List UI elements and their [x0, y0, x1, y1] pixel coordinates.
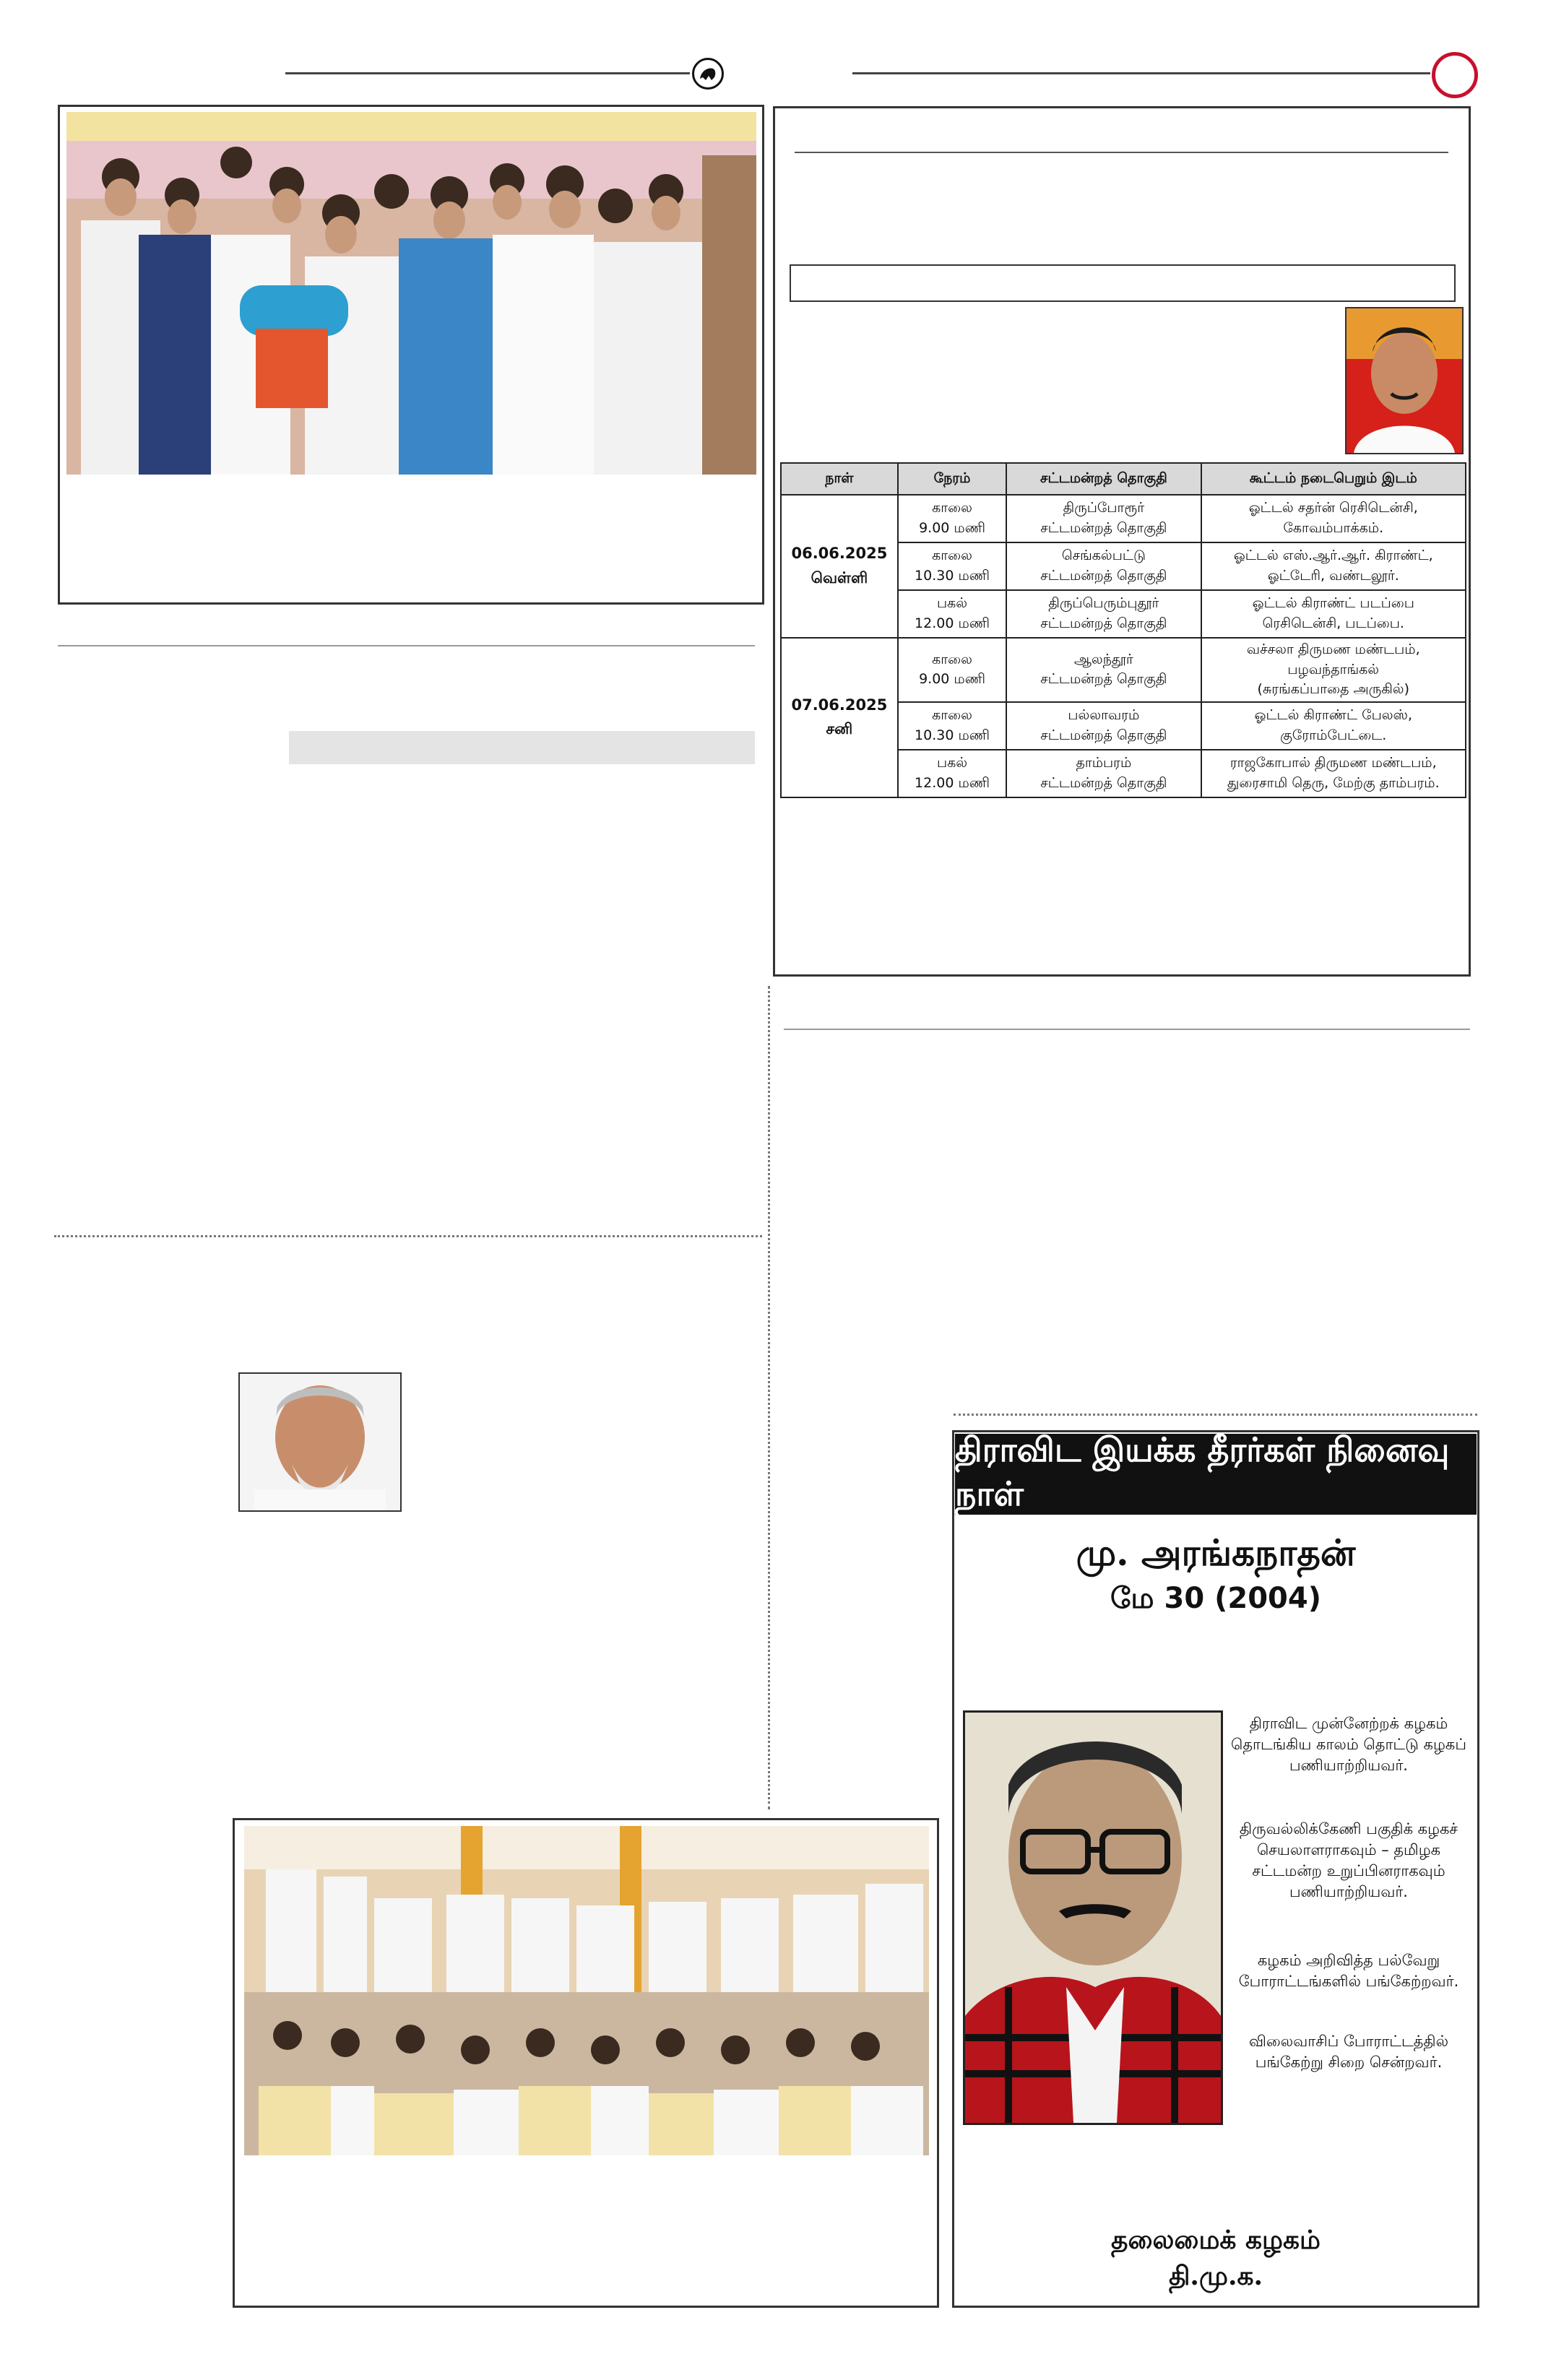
memorial-date: மே 30 (2004): [1110, 1582, 1321, 1615]
venue-cell: [1201, 638, 1466, 702]
memorial-heading: திராவிட இயக்க தீரர்கள் நினைவு நாள்: [955, 1434, 1477, 1515]
meeting-schedule-table: [780, 462, 1466, 798]
portrait-leader-right: [1345, 307, 1464, 454]
schedule-rule: [795, 152, 1448, 153]
constituency-suffix: சட்டமன்றத் தொகுதி: [1040, 727, 1167, 743]
table-row: [781, 495, 1466, 542]
day-value: சனி: [826, 720, 853, 738]
constituency-cell: [1006, 542, 1201, 590]
constituency-cell: [1006, 590, 1201, 638]
time-label: காலை: [932, 651, 972, 667]
venue-line: ஓட்டேரி, வண்டலூர்.: [1267, 568, 1399, 584]
meeting-photo: [244, 1826, 929, 2155]
constituency-suffix: சட்டமன்றத் தொகுதி: [1040, 671, 1167, 688]
time-cell: [898, 750, 1006, 797]
venue-line: வச்சலா திருமண மண்டபம்,: [1246, 641, 1420, 657]
column-header-time: நேரம்: [898, 463, 1006, 495]
event-photo: [66, 112, 756, 475]
constituency-suffix: சட்டமன்றத் தொகுதி: [1040, 520, 1167, 536]
venue-line: ராஜகோபால் திருமண மண்டபம்,: [1229, 755, 1437, 771]
date-cell: [781, 495, 898, 638]
memorial-name: மு. அரங்கநாதன்: [1076, 1531, 1356, 1574]
dotted-rule-right: [954, 1414, 1477, 1416]
time-label: காலை: [932, 548, 972, 564]
memorial-signature-1: தலைமைக் கழகம்: [1111, 2225, 1321, 2255]
section-rule: [58, 645, 755, 646]
time-label: காலை: [932, 500, 972, 516]
gray-band: [289, 731, 755, 764]
date-cell: [781, 638, 898, 797]
venue-line: குரோம்பேட்டை.: [1280, 727, 1387, 743]
constituency-name: ஆலந்தூர்: [1073, 651, 1133, 667]
time-value: 12.00 மணி: [915, 615, 990, 631]
time-cell: [898, 638, 1006, 702]
venue-line: ஓட்டல் கிராண்ட் படப்பை: [1252, 595, 1414, 612]
venue-line: பழவந்தாங்கல்: [1287, 661, 1380, 678]
time-cell: [898, 542, 1006, 590]
memorial-signature-2: தி.மு.க.: [1168, 2261, 1263, 2291]
memorial-paragraph-3: கழகம் அறிவித்த பல்வேறு போராட்டங்களில் பங்கேற்றவர்.: [1238, 1952, 1459, 1990]
time-label: பகல்: [936, 755, 968, 771]
venue-line: கோவம்பாக்கம்.: [1283, 520, 1384, 536]
column-divider: [768, 986, 770, 1809]
time-value: 9.00 மணி: [919, 520, 985, 536]
constituency-name: திருப்போரூர்: [1063, 500, 1145, 516]
constituency-suffix: சட்டமன்றத் தொகுதி: [1040, 568, 1167, 584]
memorial-paragraph-4: விலைவாசிப் போராட்டத்தில் பங்கேற்று சிறை சென்றவர்.: [1248, 2033, 1449, 2071]
time-cell: [898, 590, 1006, 638]
section-rule-right: [784, 1029, 1470, 1030]
constituency-name: தாம்பரம்: [1076, 755, 1132, 771]
time-cell: [898, 702, 1006, 750]
venue-line: (சுரங்கப்பாதை அருகில்): [1257, 681, 1409, 698]
venue-cell: [1201, 590, 1466, 638]
day-value: வெள்ளி: [811, 569, 868, 587]
memorial-paragraph-1: திராவிட முன்னேற்றக் கழகம் தொடங்கிய காலம் தொட்டு கழகப் பணியாற்றியவர்.: [1231, 1715, 1466, 1774]
venue-line: ஓட்டல் சதர்ன் ரெசிடென்சி,: [1248, 500, 1418, 516]
schedule-title-band: [790, 264, 1456, 302]
constituency-name: பல்லாவரம்: [1068, 707, 1140, 724]
constituency-cell: [1006, 750, 1201, 797]
venue-cell: [1201, 702, 1466, 750]
column-header-venue: கூட்டம் நடைபெறும் இடம்: [1201, 463, 1466, 495]
time-label: காலை: [932, 707, 972, 724]
venue-line: ஓட்டல் எஸ்.ஆர்.ஆர். கிராண்ட்,: [1233, 548, 1433, 564]
dotted-rule-left: [54, 1235, 762, 1237]
constituency-cell: [1006, 702, 1201, 750]
page-circle-icon: [1432, 52, 1478, 98]
memorial-portrait: [963, 1710, 1223, 2125]
constituency-name: திருப்பெரும்புதூர்: [1048, 595, 1159, 612]
time-cell: [898, 495, 1006, 542]
venue-cell: [1201, 750, 1466, 797]
venue-cell: [1201, 495, 1466, 542]
table-row: [781, 638, 1466, 702]
date-value: 07.06.2025: [791, 696, 888, 714]
venue-line: துரைசாமி தெரு, மேற்கு தாம்பரம்.: [1227, 774, 1440, 791]
venue-line: ஓட்டல் கிராண்ட் பேலஸ்,: [1254, 707, 1412, 724]
party-emblem-icon: [692, 58, 724, 90]
constituency-suffix: சட்டமன்றத் தொகுதி: [1040, 615, 1167, 631]
time-value: 10.30 மணி: [915, 727, 990, 743]
time-value: 9.00 மணி: [919, 671, 985, 688]
constituency-cell: [1006, 638, 1201, 702]
time-value: 10.30 மணி: [915, 568, 990, 584]
header-rule-right: [852, 72, 1430, 74]
memorial-paragraph-2: திருவல்லிக்கேணி பகுதிக் கழகச் செயலாளராகவும் – தமிழக சட்டமன்ற உறுப்பினராகவும் பணியாற்றியவர்.: [1239, 1820, 1458, 1900]
column-header-date: நாள்: [781, 463, 898, 495]
time-label: பகல்: [936, 595, 968, 612]
date-value: 06.06.2025: [791, 545, 888, 563]
constituency-suffix: சட்டமன்றத் தொகுதி: [1040, 774, 1167, 791]
column-header-constituency: சட்டமன்றத் தொகுதி: [1006, 463, 1201, 495]
venue-cell: [1201, 542, 1466, 590]
time-value: 12.00 மணி: [915, 774, 990, 791]
header-rule-left: [285, 72, 690, 74]
portrait-leader-left: [238, 1372, 402, 1512]
constituency-name: செங்கல்பட்டு: [1061, 548, 1146, 564]
venue-line: ரெசிடென்சி, படப்பை.: [1262, 615, 1404, 631]
constituency-cell: [1006, 495, 1201, 542]
